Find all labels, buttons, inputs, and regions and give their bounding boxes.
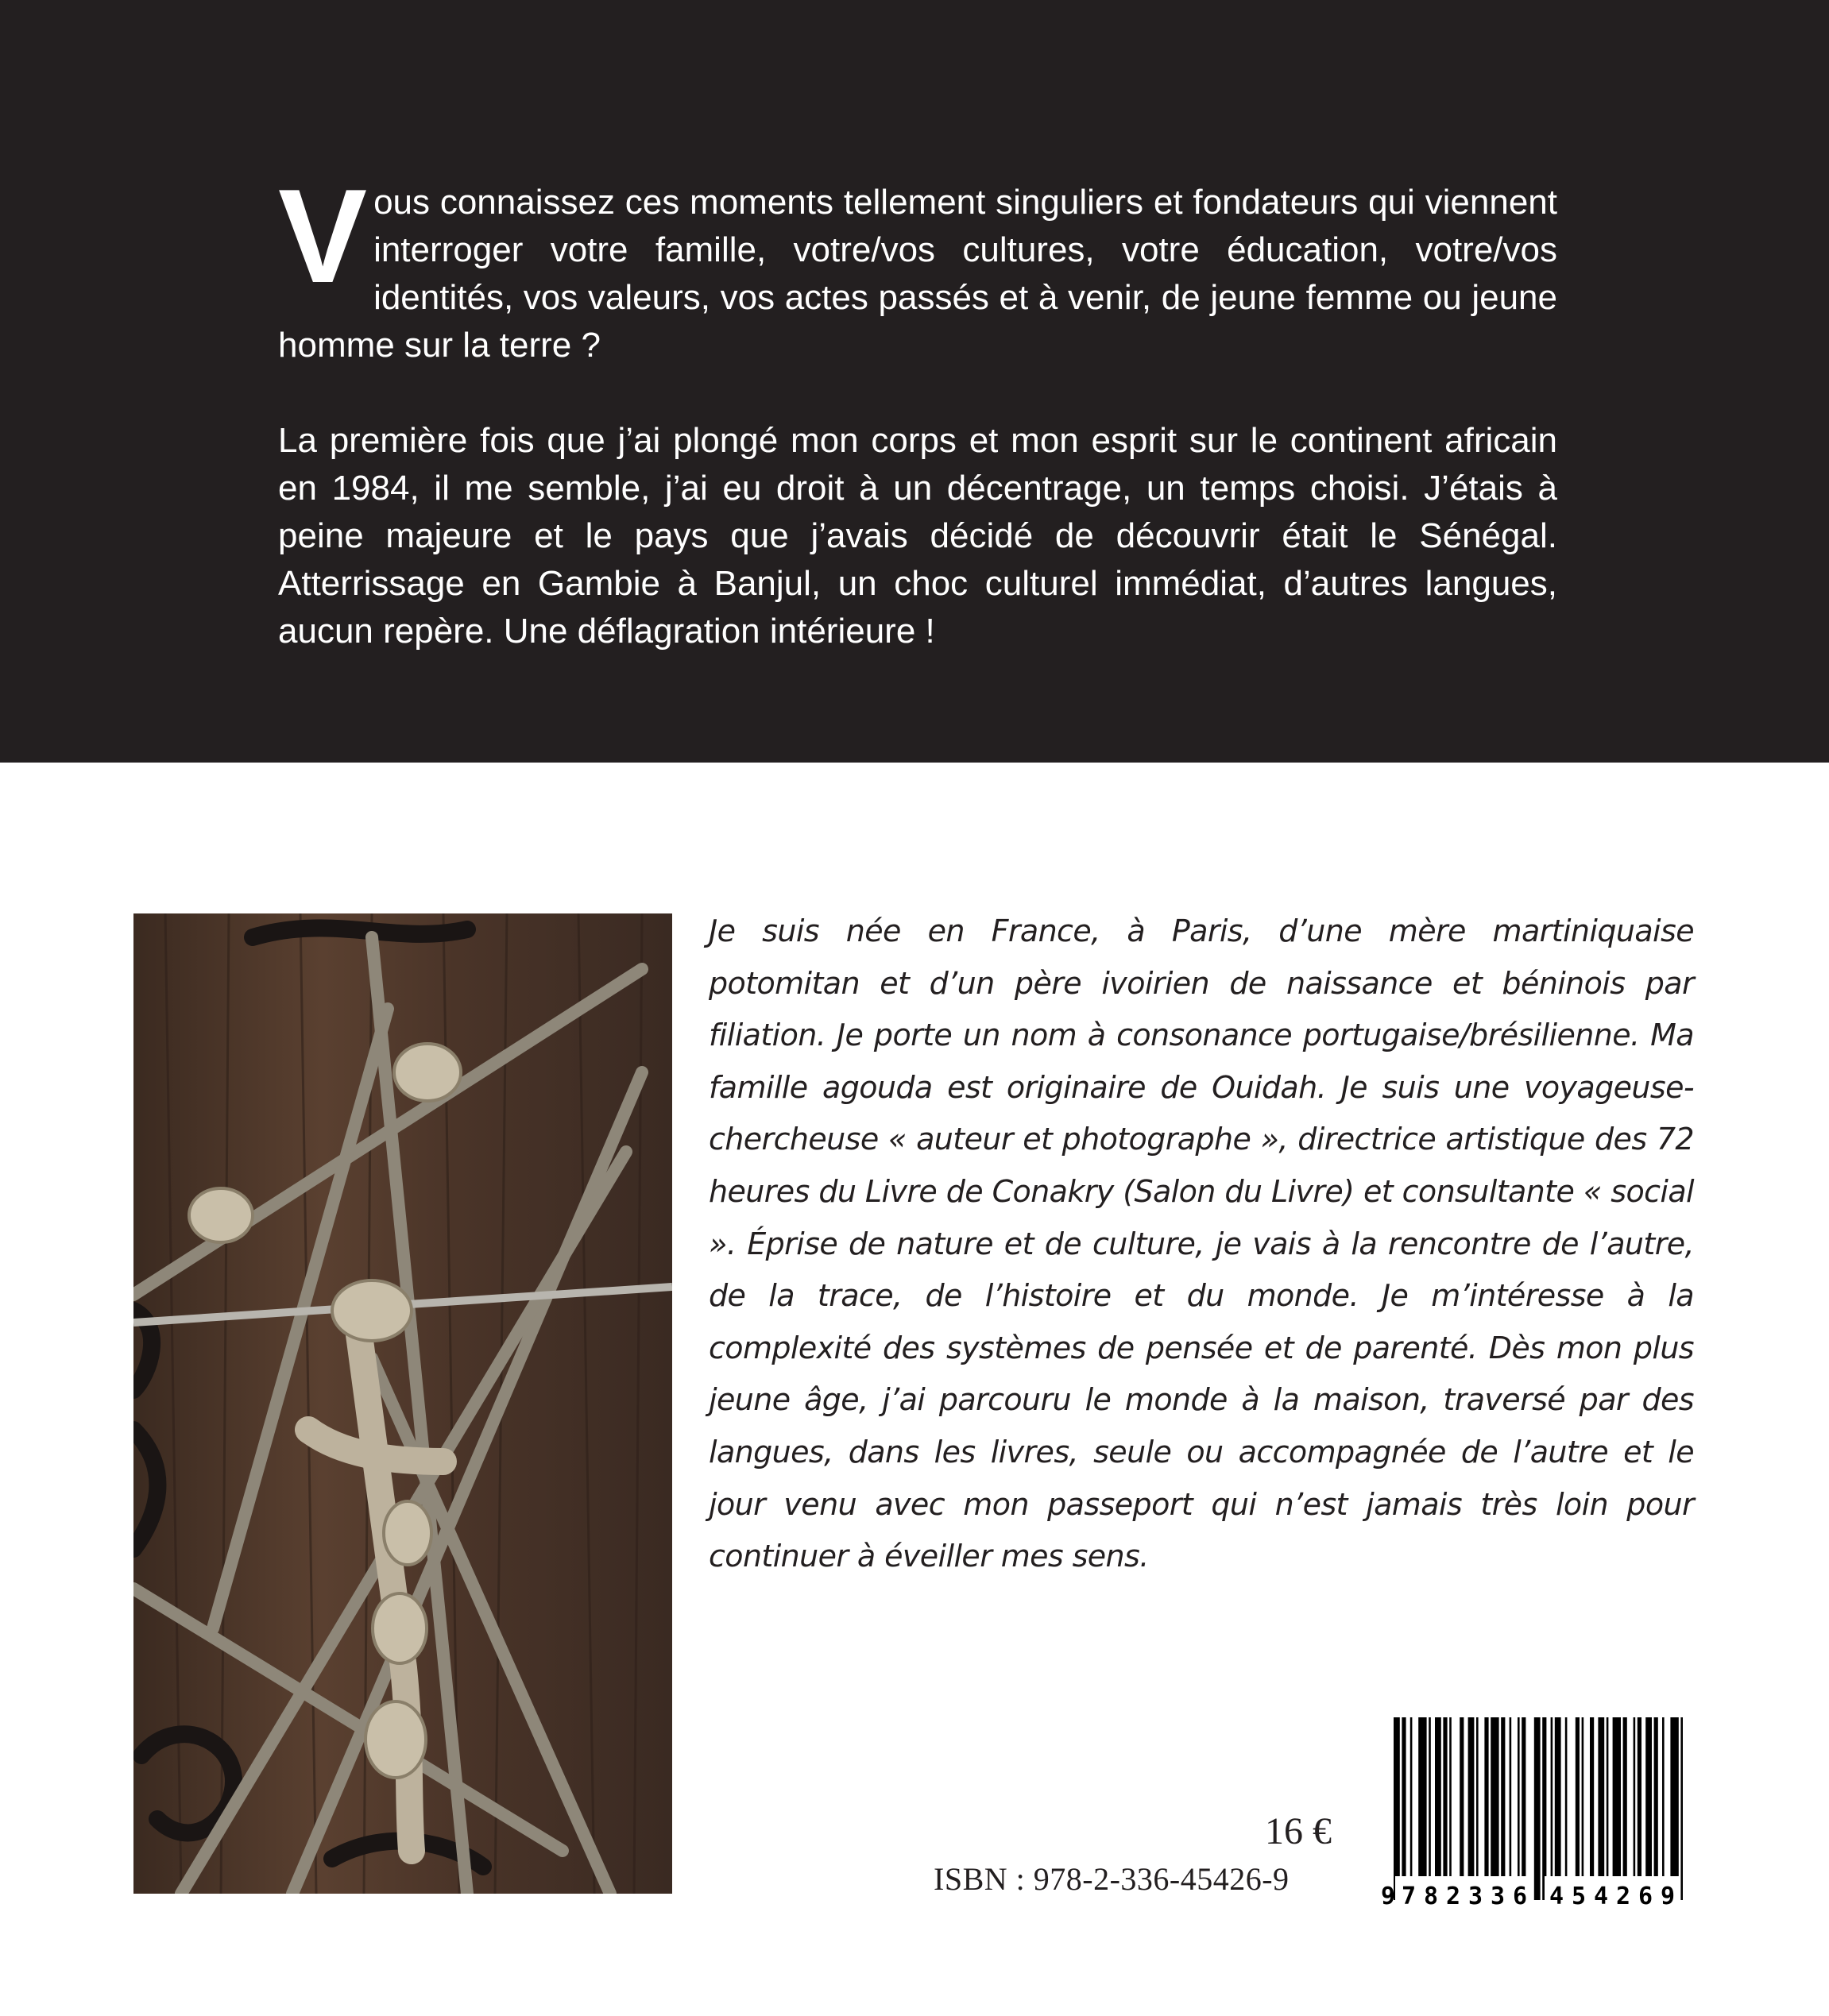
- drop-cap: V: [278, 161, 368, 311]
- barcode-bar: [1410, 1717, 1413, 1900]
- barcode-bar: [1576, 1717, 1580, 1900]
- barcode-bar: [1654, 1717, 1658, 1900]
- barcode-bar: [1590, 1717, 1594, 1900]
- barcode-bar: [1662, 1717, 1665, 1900]
- barcode-bar: [1443, 1717, 1447, 1900]
- isbn: ISBN : 978-2-336-45426-9: [934, 1861, 1290, 1897]
- barcode-bar: [1476, 1717, 1479, 1900]
- barcode-bar: [1623, 1717, 1627, 1900]
- barcode-lead-digit: 9: [1381, 1883, 1396, 1908]
- barcode-bar: [1598, 1717, 1604, 1900]
- barcode-bar: [1607, 1717, 1609, 1900]
- barcode-bar: [1518, 1717, 1520, 1900]
- barcode-bar: [1542, 1717, 1546, 1900]
- barcode-bar: [1435, 1717, 1441, 1900]
- barcode-right-digits: 454269: [1549, 1883, 1675, 1908]
- barcode-bar: [1429, 1717, 1431, 1900]
- price: 16 €: [1265, 1810, 1332, 1852]
- barcode-bar: [1634, 1717, 1636, 1900]
- barcode-bar: [1491, 1717, 1498, 1900]
- barcode-bar: [1582, 1717, 1584, 1900]
- intro-paragraph-1: [278, 161, 1557, 369]
- barcode-bar: [1534, 1717, 1541, 1900]
- barcode-bar: [1484, 1717, 1488, 1900]
- intro-paragraph-1-text: ous connaissez ces moments tellement singuliers et fondateurs qui viennent interroger votre famille, votre/vos cultures, votre éducation, votre/vos identités, vos valeurs, vos actes passés et à venir, de jeune femme ou jeune homme sur la terre ?: [278, 183, 1557, 365]
- barcode-bar: [1449, 1717, 1452, 1900]
- barcode-bar: [1638, 1717, 1641, 1900]
- barcode-bar: [1510, 1717, 1512, 1900]
- barcode-left-digits: 782336: [1402, 1883, 1527, 1908]
- barcode-graphic: [1376, 1717, 1692, 1908]
- intro-paragraph-2: La première fois que j’ai plongé mon corps et mon esprit sur le continent africain en 1984, il me semble, j’ai eu droit à un décentrage, un temps choisi. J’étais à peine majeure et le pays que j’avais décidé de découvrir était le Sénégal. Atterrissage en Gambie à Banjul, un choc culturel immédiat, d’autres langues, aucun repère. Une déflagration intérieure !: [278, 421, 1557, 651]
- barcode-bar: [1565, 1717, 1568, 1900]
- top-dark-band: [0, 0, 1829, 763]
- barcode: [1376, 1717, 1692, 1908]
- barcode-bar: [1468, 1717, 1475, 1900]
- rope-photo-illustration: [133, 913, 672, 1894]
- barcode-bar: [1551, 1717, 1553, 1900]
- rope-photo: [133, 913, 672, 1894]
- intro-text: [278, 161, 1557, 655]
- barcode-bars: [1394, 1717, 1683, 1900]
- barcode-bar: [1522, 1717, 1525, 1900]
- barcode-bar: [1555, 1717, 1561, 1900]
- barcode-bar: [1670, 1717, 1678, 1900]
- barcode-bar: [1418, 1717, 1426, 1900]
- barcode-bar: [1460, 1717, 1464, 1900]
- barcode-bar: [1645, 1717, 1652, 1900]
- barcode-bar: [1394, 1717, 1400, 1900]
- barcode-bar: [1613, 1717, 1621, 1900]
- barcode-bar: [1680, 1717, 1683, 1900]
- barcode-bar: [1402, 1717, 1406, 1900]
- barcode-bar: [1501, 1717, 1505, 1900]
- author-bio: Je suis née en France, à Paris, d’une mère martiniquaise potomitan et d’un père ivoirien de naissance et béninois par filiation. Je porte un nom à consonance portugaise/brésilienne. Ma famille agouda est originaire de Ouidah. Je suis une voyageuse-chercheuse « auteur et photographe », directrice artistique des 72 heures du Livre de Conakry (Salon du Livre) et consultante « social ». Éprise de nature et de culture, je vais à la rencontre de l’autre, de la trace, de l’histoire et du monde. Je m’intéresse à la complexité des systèmes de pensée et de parenté. Dès mon plus jeune âge, j’ai parcouru le monde à la maison, traversé par des langues, dans les livres, seule ou accompagnée de l’autre et le jour venu avec mon passeport qui n’est jamais très loin pour continuer à éveiller mes sens.: [709, 913, 1694, 1574]
